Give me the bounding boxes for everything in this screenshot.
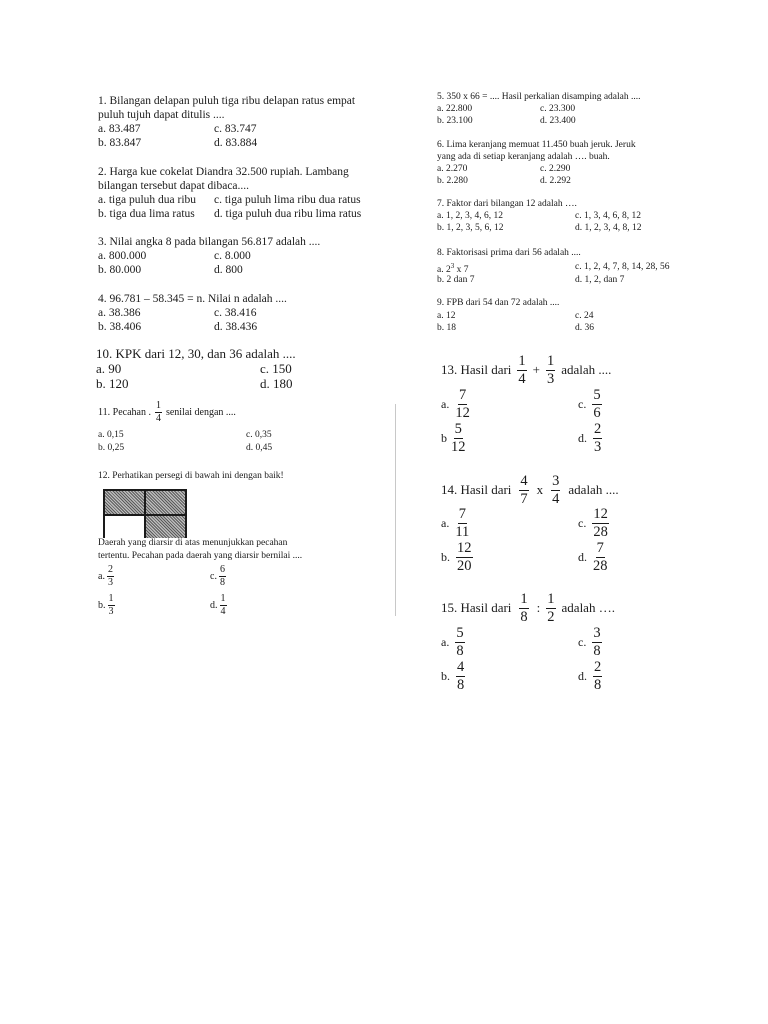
denominator: 8 [520, 608, 528, 625]
q3-option-c: c. 8.000 [214, 250, 251, 262]
q12-option-a-fraction [107, 565, 114, 588]
denominator: 28 [593, 523, 608, 540]
option-label: b [441, 430, 447, 445]
numerator: 12 [593, 506, 608, 522]
option-label: a. [441, 634, 450, 649]
q3-option-d: d. 800 [214, 264, 243, 276]
q2-option-d: d. tiga puluh dua ribu lima ratus [214, 208, 362, 220]
q6-text-line1: 6. Lima keranjang memuat 11.450 buah jeruk. Jeruk [437, 140, 636, 150]
q11-text [98, 401, 236, 424]
q13-option-c-fraction [592, 388, 601, 420]
q3-option-a: a. 800.000 [98, 250, 147, 262]
q13-text [441, 354, 611, 386]
q15-option-a-fraction [455, 626, 464, 658]
numerator: 5 [454, 421, 462, 437]
q14-option-a-fraction [455, 507, 469, 539]
numerator: 3 [552, 473, 560, 489]
q12-text-line2: Daerah yang diarsir di atas menunjukkan pecahan [98, 538, 288, 548]
q13-option-a [441, 388, 472, 420]
numerator: 1 [547, 591, 555, 607]
q5-option-a: a. 22.800 [437, 104, 473, 114]
numerator: 4 [457, 659, 465, 675]
numerator: 6 [219, 564, 225, 575]
q5-option-b: b. 23.100 [437, 116, 473, 126]
square-horizontal-divider [105, 514, 185, 516]
numerator: 7 [458, 387, 467, 403]
q15-option-c [578, 626, 604, 658]
q14-option-d [578, 541, 610, 573]
q9-text: 9. FPB dari 54 dan 72 adalah .... [437, 298, 560, 308]
q2-option-a: a. tiga puluh dua ribu [98, 194, 197, 206]
q11-fraction [155, 401, 162, 424]
denominator: 20 [457, 557, 472, 574]
option-label: a. [441, 396, 450, 411]
q11-option-a: a. 0,15 [98, 430, 124, 440]
q15-option-d [578, 660, 604, 692]
unshaded-cell-bottom-left [105, 515, 145, 539]
q6-text-line2: yang ada di setiap keranjang adalah …. buah. [437, 152, 610, 162]
q6-option-a: a. 2.270 [437, 164, 468, 174]
q11-denominator: 4 [155, 413, 161, 424]
option-label: c. [578, 634, 587, 649]
q12-option-d-fraction [220, 594, 227, 617]
q4-text: 4. 96.781 – 58.345 = n. Nilai n adalah .... [98, 293, 287, 305]
q13-suffix: adalah .... [561, 362, 612, 377]
q4-option-d: d. 38.436 [214, 321, 258, 333]
q12-option-d-label: d. [210, 600, 218, 611]
q10-option-a: a. 90 [96, 361, 122, 376]
q13-option-d-fraction [593, 422, 602, 454]
q14-suffix: adalah .... [568, 482, 619, 497]
q7-option-c: c. 1, 3, 4, 6, 8, 12 [575, 211, 641, 221]
q14-fraction-1 [519, 474, 528, 506]
q1-option-c: c. 83.747 [214, 123, 257, 135]
option-label: d. [578, 549, 587, 564]
q4-option-b: b. 38.406 [98, 321, 142, 333]
column-divider [395, 404, 396, 616]
numerator: 1 [518, 353, 526, 369]
numerator: 5 [593, 387, 601, 403]
q7-option-b: b. 1, 2, 3, 5, 6, 12 [437, 223, 504, 233]
q8-option-a-rest: x 7 [454, 265, 469, 276]
q12-option-a-label: a. [98, 571, 105, 582]
q12-option-b-label: b. [98, 600, 106, 611]
q3-text: 3. Nilai angka 8 pada bilangan 56.817 adalah .... [98, 236, 321, 248]
q10-option-c: c. 150 [260, 361, 292, 376]
q11-option-c: c. 0,35 [246, 430, 272, 440]
numerator: 2 [107, 564, 113, 575]
q9-option-b: b. 18 [437, 323, 456, 333]
denominator: 4 [552, 490, 560, 507]
q5-option-c: c. 23.300 [540, 104, 576, 114]
q15-option-b-fraction [456, 660, 465, 692]
q2-option-c: c. tiga puluh lima ribu dua ratus [214, 194, 361, 206]
numerator: 1 [547, 353, 555, 369]
option-label: b. [441, 549, 450, 564]
shaded-cell-top-right [145, 491, 185, 515]
q9-option-a: a. 12 [437, 311, 456, 321]
q15-operator: : [536, 600, 541, 615]
option-label: a. [441, 515, 450, 530]
numerator: 1 [520, 591, 528, 607]
q15-text [441, 592, 615, 624]
q15-option-a [441, 626, 467, 658]
denominator: 6 [593, 404, 601, 421]
q12-option-b [98, 594, 117, 617]
q15-suffix: adalah …. [561, 600, 615, 615]
q13-option-a-fraction [455, 388, 470, 420]
q1-text-line2: puluh tujuh dapat ditulis .... [98, 109, 225, 121]
q13-fraction-2 [546, 354, 555, 386]
q14-option-d-fraction [593, 541, 608, 573]
q12-option-b-fraction [108, 594, 115, 617]
q14-operator: x [536, 482, 544, 497]
q12-text-line1: 12. Perhatikan persegi di bawah ini dengan baik! [98, 471, 284, 481]
denominator: 3 [594, 438, 602, 455]
numerator: 5 [456, 625, 464, 641]
q12-option-c [210, 565, 228, 588]
q7-text: 7. Faktor dari bilangan 12 adalah …. [437, 199, 577, 209]
q14-option-b [441, 541, 475, 573]
q13-operator: + [532, 362, 540, 377]
q11-option-d: d. 0,45 [246, 443, 273, 453]
q9-option-d: d. 36 [575, 323, 594, 333]
denominator: 3 [108, 606, 114, 617]
q13-option-b [441, 422, 468, 454]
q2-text-line2: bilangan tersebut dapat dibaca.... [98, 180, 250, 192]
q14-fraction-2 [551, 474, 560, 506]
denominator: 3 [107, 577, 113, 588]
option-label: c. [578, 396, 587, 411]
q11-prefix: 11. Pecahan . [98, 407, 151, 418]
denominator: 8 [457, 676, 465, 693]
q12-option-d [210, 594, 229, 617]
q2-option-b: b. tiga dua lima ratus [98, 208, 195, 220]
q10-text: 10. KPK dari 12, 30, dan 36 adalah .... [96, 346, 296, 361]
denominator: 8 [219, 577, 225, 588]
q6-option-c: c. 2.290 [540, 164, 571, 174]
q8-option-b: b. 2 dan 7 [437, 275, 475, 285]
q12-option-c-fraction [219, 565, 226, 588]
q1-option-a: a. 83.487 [98, 123, 141, 135]
denominator: 3 [547, 370, 555, 387]
numerator: 4 [520, 473, 528, 489]
denominator: 7 [520, 490, 528, 507]
q6-option-b: b. 2.280 [437, 176, 468, 186]
denominator: 8 [594, 676, 602, 693]
q8-option-a-base: a. 2 [437, 265, 451, 276]
q5-option-d: d. 23.400 [540, 116, 576, 126]
q14-option-a [441, 507, 471, 539]
q4-option-a: a. 38.386 [98, 307, 141, 319]
denominator: 8 [456, 642, 464, 659]
option-label: d. [578, 668, 587, 683]
q2-text-line1: 2. Harga kue cokelat Diandra 32.500 rupiah. Lambang [98, 166, 349, 178]
q9-option-c: c. 24 [575, 311, 594, 321]
hatched-square-figure [103, 489, 187, 541]
q15-prefix: 15. Hasil dari [441, 600, 512, 615]
denominator: 8 [593, 642, 601, 659]
q11-option-b: b. 0,25 [98, 443, 125, 453]
q5-text: 5. 350 x 66 = .... Hasil perkalian disamping adalah .... [437, 92, 641, 102]
q14-option-c-fraction [592, 507, 609, 539]
q8-option-c: c. 1, 2, 4, 7, 8, 14, 28, 56 [575, 262, 670, 272]
q15-fraction-1 [519, 592, 528, 624]
q12-option-c-label: c. [210, 571, 217, 582]
denominator: 12 [451, 438, 466, 455]
option-label: b. [441, 668, 450, 683]
denominator: 28 [593, 557, 608, 574]
q4-option-c: c. 38.416 [214, 307, 257, 319]
numerator: 1 [108, 593, 114, 604]
q15-option-c-fraction [592, 626, 601, 658]
q1-option-b: b. 83.847 [98, 137, 142, 149]
q8-text: 8. Faktorisasi prima dari 56 adalah .... [437, 248, 581, 258]
numerator: 7 [596, 540, 604, 556]
denominator: 12 [455, 404, 470, 421]
q12-option-a [98, 565, 116, 588]
option-label: c. [578, 515, 587, 530]
numerator: 7 [458, 506, 466, 522]
q13-option-c [578, 388, 604, 420]
q1-text-line1: 1. Bilangan delapan puluh tiga ribu delapan ratus empat [98, 95, 356, 107]
q13-prefix: 13. Hasil dari [441, 362, 512, 377]
q1-option-d: d. 83.884 [214, 137, 258, 149]
q7-option-a: a. 1, 2, 3, 4, 6, 12 [437, 211, 503, 221]
q15-fraction-2 [546, 592, 555, 624]
numerator: 12 [457, 540, 472, 556]
q10-option-d: d. 180 [260, 376, 293, 391]
q7-option-d: d. 1, 2, 3, 4, 8, 12 [575, 223, 642, 233]
q15-option-b [441, 660, 467, 692]
denominator: 11 [455, 523, 470, 540]
q13-fraction-1 [517, 354, 526, 386]
denominator: 2 [547, 608, 555, 625]
option-label: d. [578, 430, 587, 445]
q6-option-d: d. 2.292 [540, 176, 571, 186]
q15-option-d-fraction [593, 660, 602, 692]
q13-option-d [578, 422, 604, 454]
q11-suffix: senilai dengan .... [165, 407, 236, 418]
q8-option-d: d. 1, 2, dan 7 [575, 275, 625, 285]
q13-option-b-fraction [451, 422, 466, 454]
shaded-cell-bottom-right [145, 515, 185, 539]
q11-numerator: 1 [155, 400, 161, 411]
numerator: 1 [220, 593, 226, 604]
q8-option-a-exponent: 3 [450, 262, 455, 270]
numerator: 2 [594, 421, 602, 437]
q10-option-b: b. 120 [96, 376, 129, 391]
denominator: 4 [518, 370, 526, 387]
numerator: 3 [593, 625, 601, 641]
numerator: 2 [594, 659, 602, 675]
q14-option-b-fraction [456, 541, 473, 573]
denominator: 4 [220, 606, 226, 617]
q14-prefix: 14. Hasil dari [441, 482, 512, 497]
q14-text [441, 474, 619, 506]
q14-option-c [578, 507, 611, 539]
shaded-cell-top-left [105, 491, 145, 515]
q3-option-b: b. 80.000 [98, 264, 142, 276]
q12-text-line3: tertentu. Pecahan pada daerah yang diarsir bernilai .... [98, 551, 303, 561]
